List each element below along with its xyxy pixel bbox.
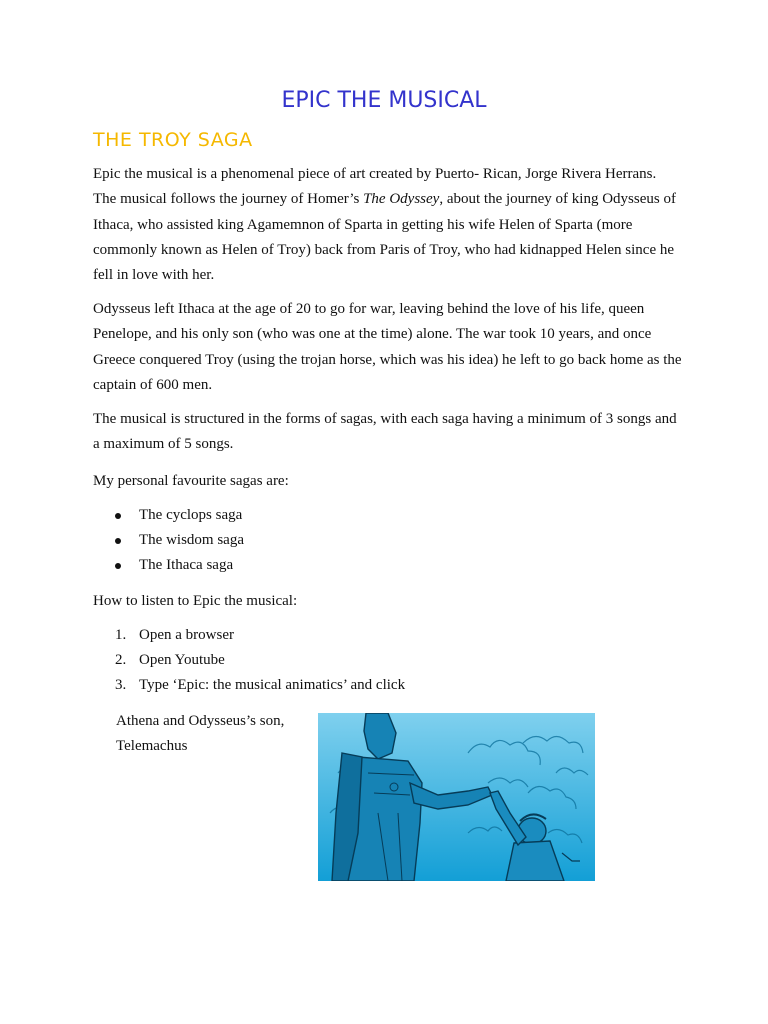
step-number: 3. [115, 677, 127, 693]
paragraph-structure: The musical is structured in the forms of sagas, with each saga having a minimum of 3 songs and a maximum of 5 songs. [93, 411, 677, 453]
paragraph-listen-intro: How to listen to Epic the musical: [93, 593, 298, 609]
favourite-sagas-list [93, 503, 244, 578]
listen-steps-list [93, 623, 405, 698]
step-text: Open Youtube [139, 652, 225, 668]
step-number: 2. [115, 652, 127, 668]
bullet-icon [115, 538, 121, 544]
list-item [93, 503, 244, 528]
list-item-text: The cyclops saga [139, 507, 243, 523]
bullet-icon [115, 563, 121, 569]
list-item-text: The Ithaca saga [139, 557, 234, 573]
list-item [93, 673, 405, 698]
list-item-text: The wisdom saga [139, 532, 244, 548]
document-title: EPIC THE MUSICAL [281, 88, 487, 113]
image-caption: Athena and Odysseus’s son, Telemachus [116, 713, 285, 754]
list-item [93, 528, 244, 553]
book-title-italic: The Odyssey [363, 191, 440, 208]
paragraph-favourites-intro: My personal favourite sagas are: [93, 473, 289, 489]
bullet-icon [115, 513, 121, 519]
step-text: Open a browser [139, 627, 234, 643]
paragraph-intro [93, 162, 683, 288]
list-item [93, 553, 244, 578]
section-heading: THE TROY SAGA [93, 129, 253, 151]
step-number: 1. [115, 627, 127, 643]
paragraph-intro-text-1: Epic the musical is a phenomenal piece of art created by Puerto- Rican, Jorge Rivera Herrans. The musical follows the journey of Homer’s [93, 166, 657, 208]
step-text: Type ‘Epic: the musical animatics’ and click [139, 677, 406, 693]
list-item [93, 623, 405, 648]
illustration-svg [318, 713, 595, 881]
athena-telemachus-illustration [318, 713, 595, 881]
paragraph-intro-text-2: , about the journey of king Odysseus of Ithaca, who assisted king Agamemnon of Sparta in getting his wife Helen of Sparta (more commonly known as Helen of Troy) back from Paris of Troy, who had kidnapped Helen since he fell in love with her. [93, 191, 676, 284]
list-item [93, 648, 405, 673]
paragraph-odysseus: Odysseus left Ithaca at the age of 20 to go for war, leaving behind the love of his life, queen Penelope, and his only son (who was one at the time) alone. The war took 10 years, and once Greece conquered Troy (using the trojan horse, which was his idea) he left to go back home as the captain of 600 men. [93, 301, 682, 393]
